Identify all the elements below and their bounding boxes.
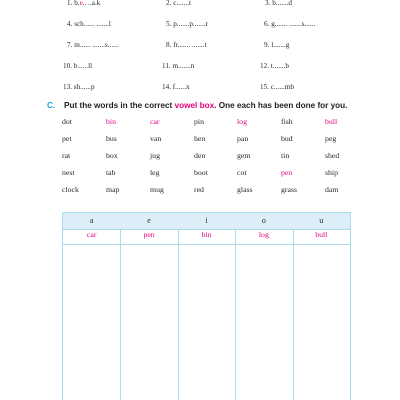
word-cell: bin <box>106 117 116 126</box>
row-divider <box>235 244 292 245</box>
section-letter: C. <box>47 101 56 110</box>
vowel-column <box>235 212 293 400</box>
blank-item: 10. b......ll <box>63 62 93 70</box>
row-divider <box>178 244 235 245</box>
item-text: 1. b. <box>67 0 80 7</box>
instruction-text: . One each has been done for you. <box>214 101 348 110</box>
word-cell: dam <box>325 185 339 194</box>
blank-item <box>67 0 100 7</box>
word-cell: fish <box>281 117 293 126</box>
word-cell: pan <box>237 134 249 143</box>
word-cell: den <box>194 151 206 160</box>
word-cell: cot <box>237 168 247 177</box>
blank-item: 12. t.......b <box>260 62 289 70</box>
word-cell: pin <box>194 117 204 126</box>
vowel-column <box>178 212 236 400</box>
word-cell: grass <box>281 185 298 194</box>
vowel-example-word: bin <box>201 230 212 239</box>
blank-item: 9. l.......g <box>264 41 290 49</box>
blank-item: 2. c.......t <box>166 0 191 7</box>
vowel-header: a <box>63 212 120 230</box>
instruction-text: Put the words in the correct <box>64 101 175 110</box>
word-cell: clock <box>62 185 79 194</box>
vowel-column <box>293 212 351 400</box>
word-cell: red <box>194 185 204 194</box>
row-divider <box>63 244 120 245</box>
word-cell: log <box>237 117 247 126</box>
blank-item: 3. b.......d <box>265 0 292 7</box>
vowel-column <box>120 212 178 400</box>
word-cell: leg <box>150 168 160 177</box>
row-divider <box>293 244 350 245</box>
word-cell: dot <box>62 117 72 126</box>
word-cell: bud <box>281 134 293 143</box>
word-cell: bus <box>106 134 117 143</box>
vowel-example-word: pen <box>143 230 155 239</box>
blank-item: 11. m.......n <box>162 62 195 70</box>
item-text: .. ..a.k <box>82 0 101 7</box>
answer-letter: e <box>79 0 83 7</box>
vowel-example-word: log <box>258 230 269 239</box>
word-cell: mug <box>150 185 164 194</box>
blank-item: 6. g....... .......s...... <box>264 20 316 28</box>
word-cell: map <box>106 185 120 194</box>
word-cell: glass <box>237 185 253 194</box>
vowel-table <box>62 212 350 400</box>
vowel-header: u <box>293 212 350 230</box>
word-cell: pet <box>62 134 72 143</box>
word-cell: peg <box>325 134 337 143</box>
word-cell: boot <box>194 168 208 177</box>
instruction-highlight: vowel box <box>174 101 215 110</box>
fill-missing-letters-exercise <box>0 0 400 100</box>
word-cell: hen <box>194 134 206 143</box>
word-cell: box <box>106 151 118 160</box>
word-cell: ship <box>325 168 338 177</box>
word-cell: pen <box>281 168 293 177</box>
blank-item: 15. c......mb <box>260 83 294 91</box>
blank-item: 5. p.......p.......r <box>166 20 208 28</box>
word-cell: bull <box>325 117 338 126</box>
word-cell: tin <box>281 151 290 160</box>
blank-item: 7. m...... .......s...... <box>67 41 119 49</box>
word-cell: gem <box>237 151 251 160</box>
section-instruction <box>64 101 347 110</box>
vowel-example-word: bull <box>315 230 328 239</box>
blank-item: 14. f......x <box>162 83 190 91</box>
word-cell: jug <box>150 151 160 160</box>
vowel-header: e <box>120 212 177 230</box>
word-cell: nest <box>62 168 75 177</box>
blank-item: 4. sch...... .......l <box>67 20 111 28</box>
vowel-header: i <box>178 212 235 230</box>
word-cell: tab <box>106 168 116 177</box>
word-cell: shed <box>325 151 340 160</box>
vowel-example-word: car <box>86 230 97 239</box>
word-cell: car <box>150 117 160 126</box>
blank-item: 8. fr....... .......t <box>166 41 207 49</box>
word-grid <box>62 117 362 202</box>
row-divider <box>120 244 177 245</box>
word-cell: van <box>150 134 162 143</box>
vowel-header: o <box>235 212 292 230</box>
vowel-column <box>63 212 121 400</box>
word-cell: rat <box>62 151 71 160</box>
blank-item: 13. sh......p <box>63 83 95 91</box>
